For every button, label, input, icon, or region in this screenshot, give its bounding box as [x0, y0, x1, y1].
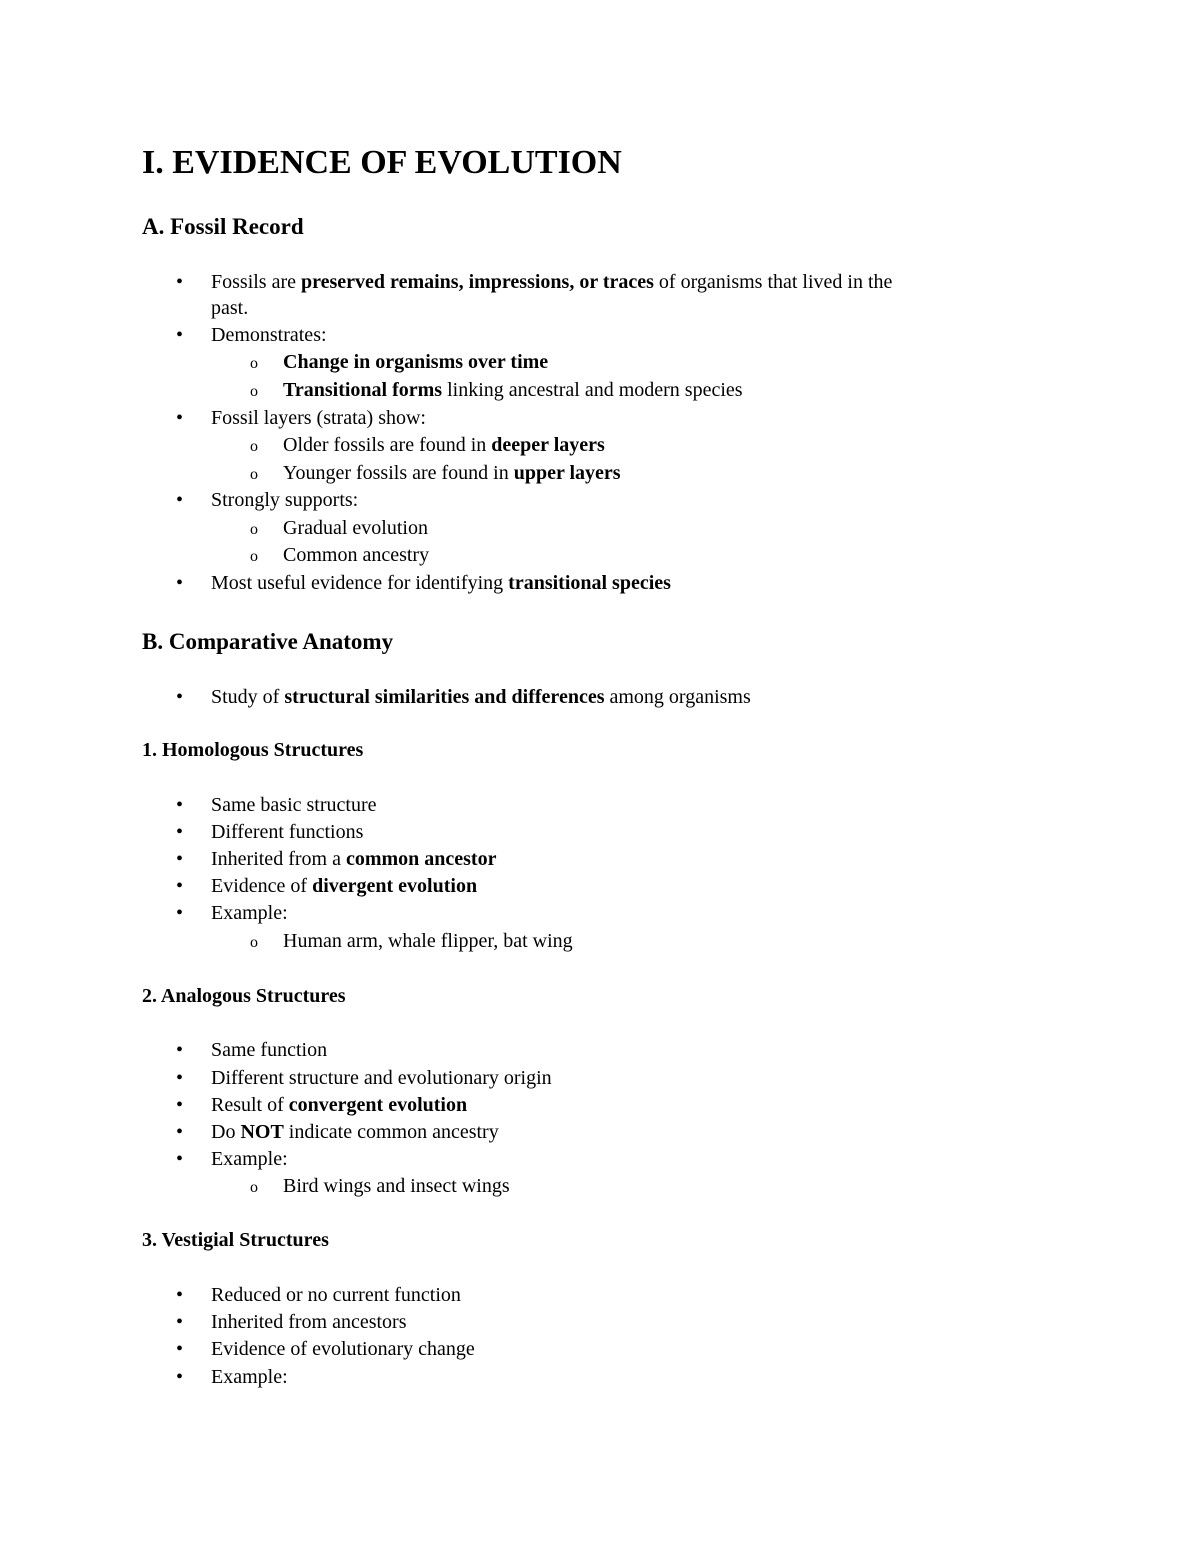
bullet-marker: •	[176, 1148, 184, 1170]
sub-bullet-marker: o	[250, 355, 258, 372]
bullet-marker: •	[176, 407, 184, 429]
text-run: Reduced or no current function	[211, 1284, 461, 1306]
list-item	[211, 1339, 475, 1359]
bullet-marker: •	[176, 1121, 184, 1143]
text-run: Strongly supports:	[211, 489, 359, 511]
bold-text: deeper layers	[491, 434, 605, 456]
text-run: Inherited from a	[211, 848, 346, 870]
sub-list-item	[283, 1176, 510, 1196]
bold-text: convergent evolution	[288, 1094, 468, 1116]
bullet-marker: •	[176, 1311, 184, 1333]
text-run: among organisms	[604, 686, 751, 708]
bold-text: Transitional forms	[283, 379, 443, 401]
text-run: Inherited from ancestors	[211, 1311, 407, 1333]
text-run: Same basic structure	[211, 794, 377, 816]
list-item	[211, 490, 358, 510]
text-run: Evidence of	[211, 875, 313, 897]
sub-list-item	[283, 435, 605, 455]
bold-text: preserved remains, impressions, or traces	[301, 271, 654, 293]
sub-bullet-marker: o	[250, 521, 258, 538]
text-run: Demonstrates:	[211, 324, 327, 346]
text-run: indicate common ancestry	[283, 1121, 499, 1143]
list-item	[211, 1285, 461, 1305]
text-run: Human arm, whale flipper, bat wing	[283, 930, 573, 952]
list-item	[211, 1312, 406, 1332]
bullet-marker: •	[176, 848, 184, 870]
list-item	[211, 408, 426, 428]
text-run: Fossil layers (strata) show:	[211, 407, 426, 429]
text-run: Study of	[211, 686, 285, 708]
sub-bullet-marker: o	[250, 466, 258, 483]
list-item	[211, 795, 377, 815]
text-run: Fossils are	[211, 271, 301, 293]
list-item	[211, 903, 288, 923]
bullet-marker: •	[176, 1067, 184, 1089]
bullet-marker: •	[176, 1338, 184, 1360]
section-heading: A. Fossil Record	[142, 214, 304, 239]
sub-bullet-marker: o	[250, 548, 258, 565]
text-run: Example:	[211, 902, 288, 924]
list-item	[211, 1367, 288, 1387]
section-heading: B. Comparative Anatomy	[142, 629, 394, 654]
bullet-marker: •	[176, 794, 184, 816]
list-item	[211, 272, 892, 292]
bold-text: common ancestor	[345, 848, 497, 870]
text-run: Result of	[211, 1094, 289, 1116]
bullet-marker: •	[176, 1039, 184, 1061]
text-run: Common ancestry	[283, 544, 430, 566]
list-item	[211, 1122, 499, 1142]
bullet-marker: •	[176, 1094, 184, 1116]
text-run: Do	[211, 1121, 241, 1143]
text-run: Different functions	[211, 821, 364, 843]
sub-list-item	[283, 352, 548, 372]
bullet-marker: •	[176, 1284, 184, 1306]
text-run: Gradual evolution	[283, 517, 428, 539]
list-item	[211, 849, 496, 869]
list-item	[211, 876, 477, 896]
list-item-continuation	[211, 298, 248, 318]
bullet-marker: •	[176, 821, 184, 843]
text-run: Younger fossils are found in	[283, 462, 514, 484]
bold-text: divergent evolution	[312, 875, 478, 897]
sub-bullet-marker: o	[250, 1179, 258, 1196]
text-run: Bird wings and insect wings	[283, 1175, 510, 1197]
bold-text: Change in organisms over time	[283, 351, 549, 373]
sub-list-item	[283, 463, 621, 483]
sub-list-item	[283, 380, 743, 400]
subsection-heading: 2. Analogous Structures	[142, 985, 346, 1007]
list-item	[211, 573, 671, 593]
text-run: Most useful evidence for identifying	[211, 572, 509, 594]
bullet-marker: •	[176, 271, 184, 293]
list-item	[211, 1149, 288, 1169]
page-title: I. EVIDENCE OF EVOLUTION	[142, 144, 622, 181]
text-run: linking ancestral and modern species	[442, 379, 743, 401]
bullet-marker: •	[176, 572, 184, 594]
bold-text: NOT	[240, 1121, 284, 1143]
text-run: Example:	[211, 1366, 288, 1388]
sub-bullet-marker: o	[250, 934, 258, 951]
sub-list-item	[283, 518, 428, 538]
text-run: Example:	[211, 1148, 288, 1170]
bold-text: upper layers	[513, 462, 621, 484]
list-item	[211, 325, 327, 345]
list-item	[211, 1068, 552, 1088]
subsection-heading: 3. Vestigial Structures	[142, 1229, 329, 1251]
bullet-marker: •	[176, 686, 184, 708]
text-run: of organisms that lived in the	[653, 271, 893, 293]
list-item	[211, 687, 751, 707]
text-run: Same function	[211, 1039, 328, 1061]
bullet-marker: •	[176, 875, 184, 897]
text-run: Evidence of evolutionary change	[211, 1338, 475, 1360]
list-item	[211, 822, 363, 842]
bullet-marker: •	[176, 902, 184, 924]
subsection-heading: 1. Homologous Structures	[142, 739, 364, 761]
list-item	[211, 1040, 327, 1060]
bold-text: structural similarities and differences	[284, 686, 605, 708]
sub-list-item	[283, 545, 429, 565]
list-item	[211, 1095, 467, 1115]
sub-bullet-marker: o	[250, 383, 258, 400]
bullet-marker: •	[176, 324, 184, 346]
bold-text: transitional species	[508, 572, 671, 594]
bullet-marker: •	[176, 489, 184, 511]
bullet-marker: •	[176, 1366, 184, 1388]
text-run: Different structure and evolutionary origin	[211, 1067, 552, 1089]
text-run: Older fossils are found in	[283, 434, 492, 456]
text-run: past.	[211, 297, 249, 319]
sub-list-item	[283, 931, 573, 951]
sub-bullet-marker: o	[250, 438, 258, 455]
